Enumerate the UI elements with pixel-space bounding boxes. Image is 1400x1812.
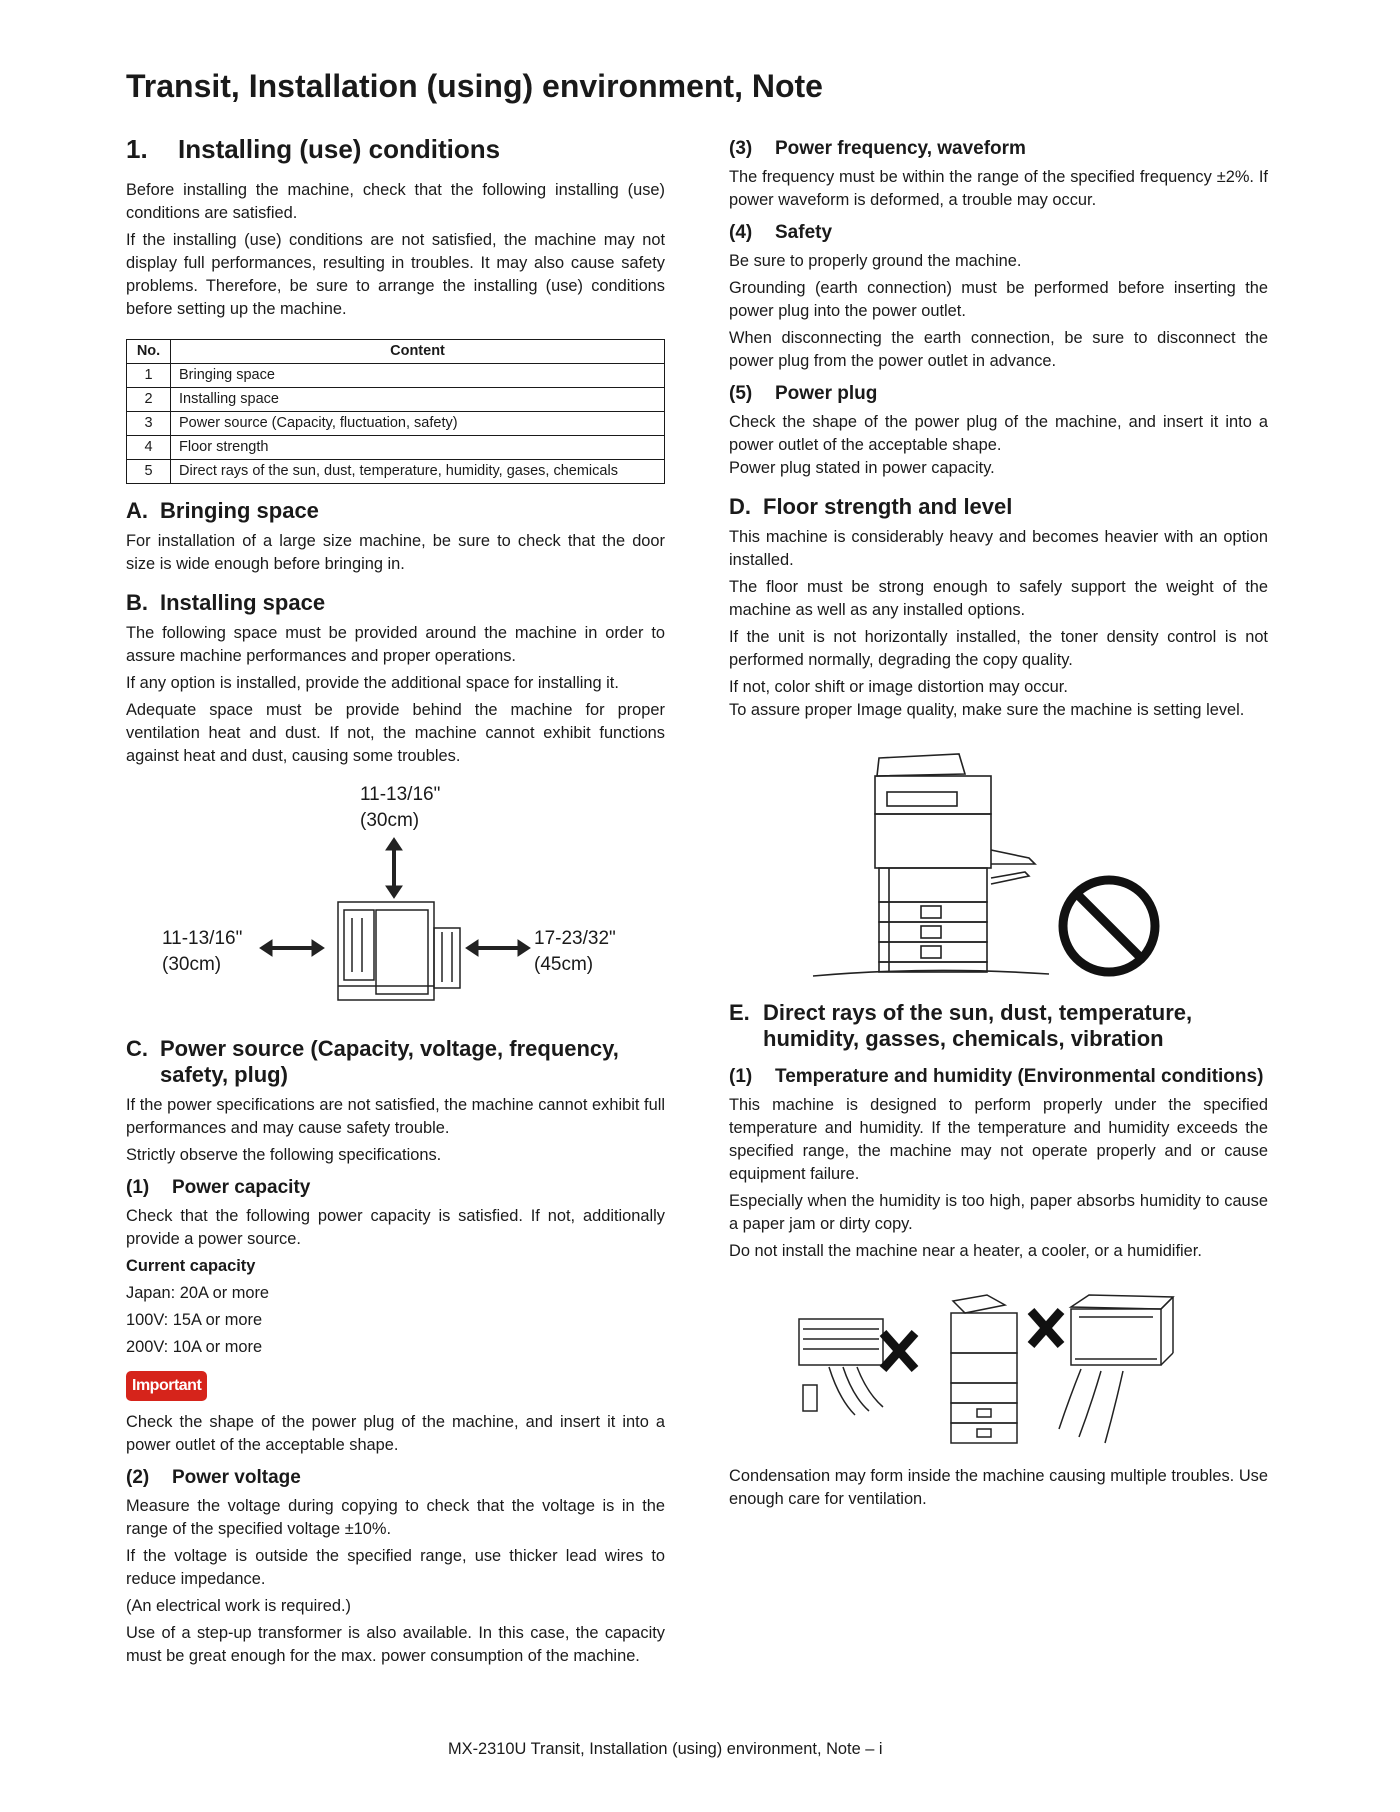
section-c2-para-1: Measure the voltage during copying to check that the voltage is in the range of the specified voltage ±10%. (126, 1497, 665, 1538)
section-d-para-2: The floor must be strong enough to safely support the weight of the machine as well as any installed options. (729, 578, 1268, 619)
section-c2-number: (2) (126, 1467, 150, 1488)
machine-front-view-icon (813, 754, 1049, 976)
section-b-para-3: Adequate space must be provide behind the machine for proper ventilation heat and dust. If not, the machine cannot exhibit functions against heat and dust, causing some troubles. (126, 701, 665, 765)
section-1-number: 1. (126, 134, 148, 164)
page-title: Transit, Installation (using) environment, Note (126, 68, 823, 104)
section-d-para-4: If not, color shift or image distortion may occur. (729, 678, 1068, 696)
section-c3-heading (729, 138, 1268, 160)
row-content: Direct rays of the sun, dust, temperature, humidity, gases, chemicals (171, 460, 665, 484)
table-row (127, 460, 665, 484)
section-1-para-1: Before installing the machine, check that the following installing (use) conditions are satisfied. (126, 181, 665, 222)
section-d-title: Floor strength and level (763, 494, 1013, 519)
section-c5-para-1: Check the shape of the power plug of the machine, and insert it into a power outlet of the acceptable shape. (729, 413, 1268, 454)
floor-level-figure (729, 746, 1268, 984)
section-c4-title: Safety (775, 222, 833, 243)
top-arrow-icon (386, 838, 402, 898)
right-clearance-inch: 17-23/32" (534, 928, 616, 949)
section-c3-number: (3) (729, 138, 753, 159)
row-content: Power source (Capacity, fluctuation, safety) (171, 412, 665, 436)
section-c1-title: Power capacity (172, 1177, 311, 1198)
section-c5-number: (5) (729, 383, 753, 404)
left-clearance-inch: 11-13/16" (162, 928, 243, 949)
section-e1-para-2: Especially when the humidity is too high, paper absorbs humidity to cause a paper jam or dirty copy. (729, 1192, 1268, 1233)
section-e1-number: (1) (729, 1066, 753, 1087)
section-e-letter: E. (729, 1000, 750, 1025)
section-b-letter: B. (126, 590, 148, 615)
section-c-para-1: If the power specifications are not satisfied, the machine cannot exhibit full performances and may cause safety trouble. (126, 1096, 665, 1137)
section-c1-heading (126, 1177, 665, 1199)
section-e1-para-4: Condensation may form inside the machine causing multiple troubles. Use enough care for ventilation. (729, 1467, 1268, 1508)
left-clearance-cm: (30cm) (162, 954, 222, 975)
row-content: Installing space (171, 388, 665, 412)
important-badge: Important (126, 1371, 207, 1401)
table-row (127, 388, 665, 412)
installing-space-figure (126, 782, 665, 1010)
conditions-table-header (127, 340, 665, 364)
right-column (729, 130, 1268, 1515)
row-no: 5 (127, 460, 171, 484)
row-content: Floor strength (171, 436, 665, 460)
section-a-title: Bringing space (160, 498, 319, 523)
heater-icon (1059, 1295, 1173, 1443)
environment-figure (729, 1289, 1268, 1455)
section-e1-title: Temperature and humidity (Environmental conditions) (775, 1066, 1264, 1087)
section-c-letter: C. (126, 1036, 148, 1061)
section-a-letter: A. (126, 498, 148, 523)
conditions-table (126, 339, 665, 484)
table-row (127, 436, 665, 460)
air-conditioner-icon (799, 1319, 883, 1415)
section-c1-para-1: Check that the following power capacity is satisfied. If not, additionally provide a power source. (126, 1207, 665, 1248)
section-d-letter: D. (729, 494, 751, 519)
page-footer: MX-2310U Transit, Installation (using) environment, Note – i (448, 1740, 883, 1758)
section-c4-number: (4) (729, 222, 753, 243)
capacity-japan: Japan: 20A or more (126, 1284, 270, 1302)
prohibited-icon (1063, 880, 1155, 972)
cross-icon-2 (1031, 1311, 1061, 1345)
section-e1-heading (729, 1066, 1268, 1088)
section-b-para-2: If any option is installed, provide the additional space for installing it. (126, 674, 619, 692)
section-c3-para-1: The frequency must be within the range of the specified frequency ±2%. If power waveform is deformed, a trouble may occur. (729, 168, 1268, 209)
section-c2-heading (126, 1467, 665, 1489)
left-arrow-icon (260, 940, 324, 956)
capacity-200v: 200V: 10A or more (126, 1338, 263, 1356)
section-1-title: Installing (use) conditions (178, 134, 501, 164)
header-no: No. (127, 340, 171, 364)
table-row (127, 412, 665, 436)
section-a-para-1: For installation of a large size machine, be sure to check that the door size is wide enough before bringing in. (126, 532, 665, 573)
section-c-heading (126, 1036, 665, 1088)
installing-space-diagram (126, 782, 665, 1010)
row-no: 2 (127, 388, 171, 412)
row-no: 1 (127, 364, 171, 388)
right-arrow-icon (466, 940, 530, 956)
important-text: Check the shape of the power plug of the machine, and insert it into a power outlet of the acceptable shape. (126, 1413, 665, 1454)
machine-top-view-icon (338, 902, 460, 1000)
section-c3-title: Power frequency, waveform (775, 138, 1026, 159)
header-content: Content (171, 340, 665, 364)
section-d-heading (729, 494, 1268, 520)
row-no: 3 (127, 412, 171, 436)
environment-diagram (729, 1289, 1268, 1455)
section-c2-para-3: (An electrical work is required.) (126, 1597, 351, 1615)
section-c2-title: Power voltage (172, 1467, 301, 1488)
section-e-heading (729, 1000, 1268, 1052)
section-c1-number: (1) (126, 1177, 150, 1198)
section-c4-para-2: Grounding (earth connection) must be performed before inserting the power plug into the power outlet. (729, 279, 1268, 320)
section-c4-heading (729, 222, 1268, 244)
section-a-heading (126, 498, 665, 524)
section-c5-heading (729, 383, 1268, 405)
section-d-para-1: This machine is considerably heavy and becomes heavier with an option installed. (729, 528, 1268, 569)
section-c5-title: Power plug (775, 383, 878, 404)
section-c5-para-2: Power plug stated in power capacity. (729, 459, 995, 477)
section-1-heading (126, 134, 665, 165)
cross-icon (883, 1333, 915, 1369)
section-e1-para-1: This machine is designed to perform properly under the specified temperature and humidity. If the temperature and humidity exceeds the specified range, the machine may not operate properly and or cause equipment failure. (729, 1096, 1268, 1183)
current-capacity-label: Current capacity (126, 1257, 256, 1275)
section-1-para-2: If the installing (use) conditions are not satisfied, the machine may not display full performances, resulting in troubles. It may also cause safety problems. Therefore, be sure to arrange the installing (use) conditions before setting up the machine. (126, 231, 665, 318)
section-d-para-3: If the unit is not horizontally installed, the toner density control is not performed normally, degrading the copy quality. (729, 628, 1268, 669)
copier-icon (951, 1295, 1017, 1443)
floor-level-diagram (729, 746, 1268, 984)
section-b-heading (126, 590, 665, 616)
section-c4-para-3: When disconnecting the earth connection, be sure to disconnect the power plug from the power outlet in advance. (729, 329, 1268, 370)
section-b-para-1: The following space must be provided around the machine in order to assure machine performances and proper operations. (126, 624, 665, 665)
capacity-100v: 100V: 15A or more (126, 1311, 263, 1329)
section-e-title: Direct rays of the sun, dust, temperature, humidity, gasses, chemicals, vibration (763, 1000, 1193, 1051)
section-d-para-5: To assure proper Image quality, make sure the machine is setting level. (729, 701, 1245, 719)
section-c4-para-1: Be sure to properly ground the machine. (729, 252, 1022, 270)
table-row (127, 364, 665, 388)
top-clearance-cm: (30cm) (360, 810, 420, 831)
right-clearance-cm: (45cm) (534, 954, 594, 975)
section-c-title: Power source (Capacity, voltage, frequency, safety, plug) (160, 1036, 619, 1087)
section-e1-para-3: Do not install the machine near a heater, a cooler, or a humidifier. (729, 1242, 1202, 1260)
section-c2-para-2: If the voltage is outside the specified range, use thicker lead wires to reduce impedance. (126, 1547, 665, 1588)
row-content: Bringing space (171, 364, 665, 388)
row-no: 4 (127, 436, 171, 460)
section-c-para-2: Strictly observe the following specifications. (126, 1146, 442, 1164)
section-b-title: Installing space (160, 590, 326, 615)
left-column (126, 130, 665, 1672)
section-c2-para-4: Use of a step-up transformer is also available. In this case, the capacity must be great enough for the max. power consumption of the machine. (126, 1624, 665, 1665)
top-clearance-inch: 11-13/16" (360, 784, 441, 805)
